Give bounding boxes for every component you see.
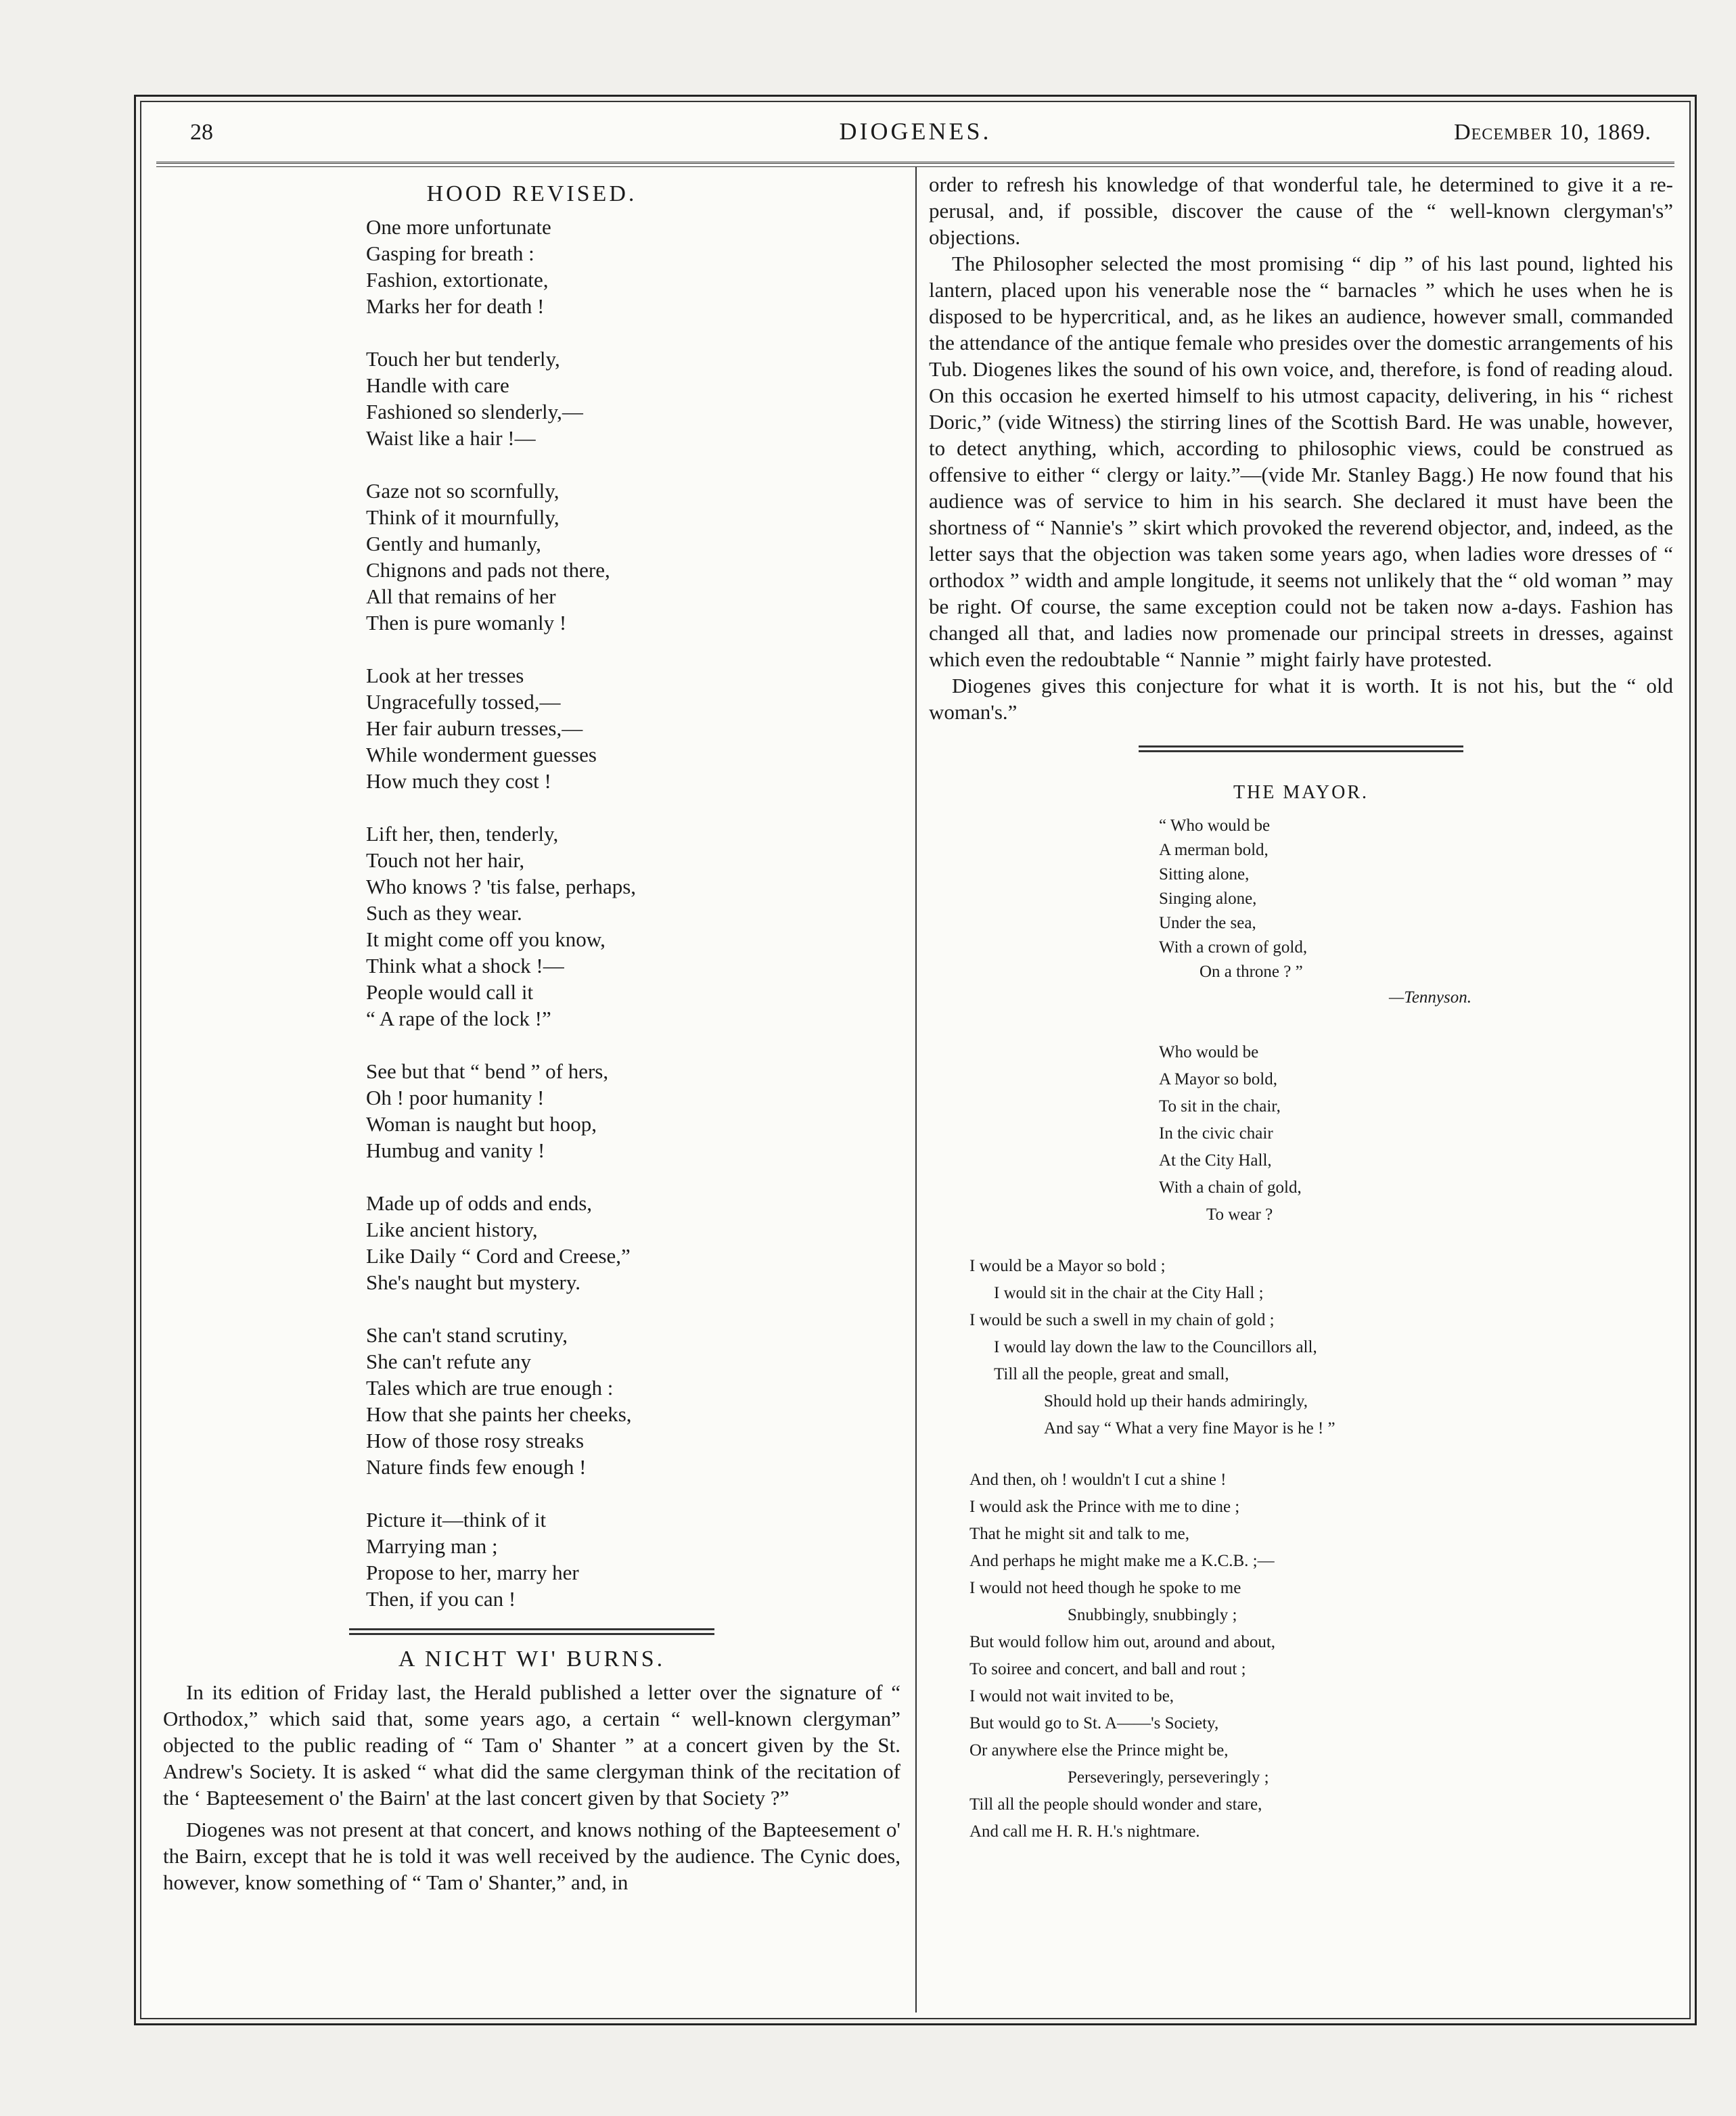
verse-line: Who knows ? 'tis false, perhaps, [366,875,637,898]
verse-line: Till all the people should wonder and stare, [969,1795,1262,1814]
verse-line: How much they cost ! [366,769,551,793]
verse-line: A merman bold, [1159,841,1269,859]
verse-line: See but that “ bend ” of hers, [366,1059,609,1083]
verse-line: Like ancient history, [366,1218,538,1241]
verse-line: Gaze not so scornfully, [366,479,559,503]
verse-line: With a crown of gold, [1159,938,1308,957]
verse-line: She can't refute any [366,1350,532,1373]
verse-line: Touch not her hair, [366,848,525,872]
verse-line: She can't stand scrutiny, [366,1323,568,1347]
hood-revised-title: HOOD REVISED. [426,181,637,206]
left-column [163,171,900,1895]
section-divider [1139,745,1463,752]
verse-line: Oh ! poor humanity ! [366,1086,545,1109]
verse-line: Sitting alone, [1159,865,1250,883]
column-rule [915,167,917,2013]
paragraph: order to refresh his knowledge of that wonderful tale, he determined to give it a re-perusal, and, if possible, discover the cause of the “ well-known clergyman's” objections. [929,172,1673,249]
verse-line: Singing alone, [1159,890,1257,908]
verse-line: Then, if you can ! [366,1587,516,1611]
verse-line: Fashion, extortionate, [366,268,549,292]
stanza [366,662,900,794]
verse-line: Chignons and pads not there, [366,558,610,582]
verse-line: Made up of odds and ends, [366,1191,593,1215]
section-divider [349,1628,714,1635]
verse-line: But would go to St. A——'s Society, [969,1714,1219,1732]
verse-line: To wear ? [1206,1205,1273,1224]
verse-line: Or anywhere else the Prince might be, [969,1741,1229,1760]
paragraph: In its edition of Friday last, the Herald published a letter over the signature of “ Orthodox,” which said that, some years ago, a certain “ well-known clergyman” objected to the public reading of “ Tam o' Shanter ” at a concert given by the St. Andrew's Society. It is asked “ what did the same clergyman think of the recitation of the ‘ Bapteesement o' the Bairn' at the last concert given by that Society ?” [163,1680,900,1810]
verse-line: Handle with care [366,373,509,397]
verse-line: I would be a Mayor so bold ; [969,1257,1166,1275]
verse-line: “ A rape of the lock !” [366,1007,551,1030]
verse-line: Woman is naught but hoop, [366,1112,597,1136]
verse-line: A Mayor so bold, [1159,1070,1277,1088]
verse-line: Humbug and vanity ! [366,1138,545,1162]
verse-line: How that she paints her cheeks, [366,1402,632,1426]
verse-line: Touch her but tenderly, [366,347,560,371]
stanza [366,478,900,636]
verse-line: It might come off you know, [366,927,606,951]
verse-line: Propose to her, marry her [366,1561,579,1584]
stanza [366,1322,900,1480]
verse-line: Ungracefully tossed,— [366,690,561,714]
verse-line: And call me H. R. H.'s nightmare. [969,1822,1200,1841]
verse-line: And perhaps he might make me a K.C.B. ;— [969,1552,1275,1570]
nicht-wi-burns-continued [929,171,1673,725]
verse-line: I would be such a swell in my chain of gold ; [969,1311,1275,1329]
right-column [929,171,1673,1845]
hood-revised-poem [366,214,900,1612]
verse-line: Marks her for death ! [366,294,545,318]
verse-line: Think of it mournfully, [366,505,559,529]
verse-line: Then is pure womanly ! [366,611,567,635]
paragraph: Diogenes was not present at that concert, and knows nothing of the Bapteesement o' the Bairn, except that he is told it was well received by the audience. The Cynic does, however, know something of “ Tam o' Shanter,” and, in [163,1818,900,1894]
verse-line: Tales which are true enough : [366,1376,614,1400]
verse-line: And then, oh ! wouldn't I cut a shine ! [969,1471,1227,1489]
verse-line: Perseveringly, perseveringly ; [1068,1768,1269,1787]
paragraph: The Philosopher selected the most promising “ dip ” of his last pound, lighted his lantern, placed upon his venerable nose the “ barnacles ” which he uses when he is disposed to be hypercritical, and, as he likes an audience, however small, commanded the attendance of the antique female who presides over the domestic arrangements of his Tub. Diogenes likes the sound of his own voice, and, therefore, is fond of reading aloud. On this occasion he exerted himself to his utmost capacity, delivering, in his “ richest Doric,” (vide Witness) the stirring lines of the Scottish Bard. He was unable, however, to detect anything, which, according to philosophic views, could be construed as offensive to either “ clergy or laity.”—(vide Mr. Stanley Bagg.) He now found that his audience was of service to him in his search. She declared it must have been the shortness of “ Nannie's ” skirt which provoked the reverend objector, and, indeed, as the letter says that the objection was taken some years ago, when ladies wore dresses of “ orthodox ” width and ample longitude, it seems not unlikely that the “ old woman ” may be right. Of course, the same exception could not be taken now a-days. Fashion has changed all that, and ladies now promenade our principal streets in dresses, against which even the redoubtable “ Nannie ” might fairly have protested. [929,252,1673,671]
stanza [366,214,900,319]
nicht-wi-burns-article [163,1679,900,1895]
verse-line: At the City Hall, [1159,1151,1272,1170]
epigraph-attribution: —Tennyson. [1389,988,1472,1007]
verse-line: I would sit in the chair at the City Hall ; [994,1284,1264,1302]
stanza [366,1506,900,1612]
page-header [163,114,1668,155]
verse-line: I would not wait invited to be, [969,1687,1174,1705]
verse-line: Snubbingly, snubbingly ; [1068,1606,1237,1624]
verse-line: One more unfortunate [366,215,551,239]
verse-line: “ Who would be [1159,816,1271,835]
verse-line: Picture it—think of it [366,1508,547,1532]
verse-line: But would follow him out, around and about, [969,1633,1276,1651]
paragraph: Diogenes gives this conjecture for what it is worth. It is not his, but the “ old woman's.” [929,674,1673,724]
masthead-title: DIOGENES. [839,118,992,145]
verse-line: Nature finds few enough ! [366,1455,587,1479]
verse-line: Gasping for breath : [366,242,534,265]
verse-line: Such as they wear. [366,901,522,925]
verse-line: Should hold up their hands admiringly, [1044,1392,1308,1410]
stanza [366,1058,900,1164]
header-rule [156,162,1674,167]
verse-line: Who would be [1159,1043,1259,1061]
verse-line: I would ask the Prince with me to dine ; [969,1498,1240,1516]
verse-line: That he might sit and talk to me, [969,1525,1189,1543]
verse-line: Under the sea, [1159,914,1256,932]
verse-line: To sit in the chair, [1159,1097,1281,1116]
stanza [366,821,900,1032]
verse-line: On a throne ? ” [1200,963,1303,981]
verse-line: I would lay down the law to the Councillors all, [994,1338,1317,1356]
verse-line: How of those rosy streaks [366,1429,585,1452]
verse-line: Think what a shock !— [366,954,564,978]
verse-line: And say “ What a very fine Mayor is he ! ” [1044,1419,1335,1438]
verse-line: To soiree and concert, and ball and rout ; [969,1660,1246,1678]
issue-date: December 10, 1869. [1454,120,1651,145]
newspaper-page [134,95,1697,2025]
verse-line: Her fair auburn tresses,— [366,716,583,740]
tennyson-epigraph [1159,814,1673,984]
verse-line: I would not heed though he spoke to me [969,1579,1241,1597]
verse-line: Gently and humanly, [366,532,541,555]
verse-line: People would call it [366,980,534,1004]
the-mayor-title: THE MAYOR. [1233,782,1369,803]
mayor-stanza-1 [1159,1039,1673,1228]
verse-line: Like Daily “ Cord and Creese,” [366,1244,631,1268]
verse-line: While wonderment guesses [366,743,597,766]
stanza [366,1190,900,1295]
mayor-stanza-3 [969,1467,1673,1845]
verse-line: Till all the people, great and small, [994,1365,1229,1383]
page-number: 28 [190,120,213,145]
verse-line: Marrying man ; [366,1534,498,1558]
verse-line: Fashioned so slenderly,— [366,400,583,423]
verse-line: With a chain of gold, [1159,1178,1302,1197]
verse-line: In the civic chair [1159,1124,1273,1143]
verse-line: She's naught but mystery. [366,1270,580,1294]
mayor-stanza-2 [969,1253,1673,1442]
verse-line: Lift her, then, tenderly, [366,822,559,846]
stanza [366,346,900,451]
verse-line: Look at her tresses [366,664,524,687]
nicht-wi-burns-title: A NICHT WI' BURNS. [398,1647,666,1672]
verse-line: All that remains of her [366,584,556,608]
verse-line: Waist like a hair !— [366,426,536,450]
